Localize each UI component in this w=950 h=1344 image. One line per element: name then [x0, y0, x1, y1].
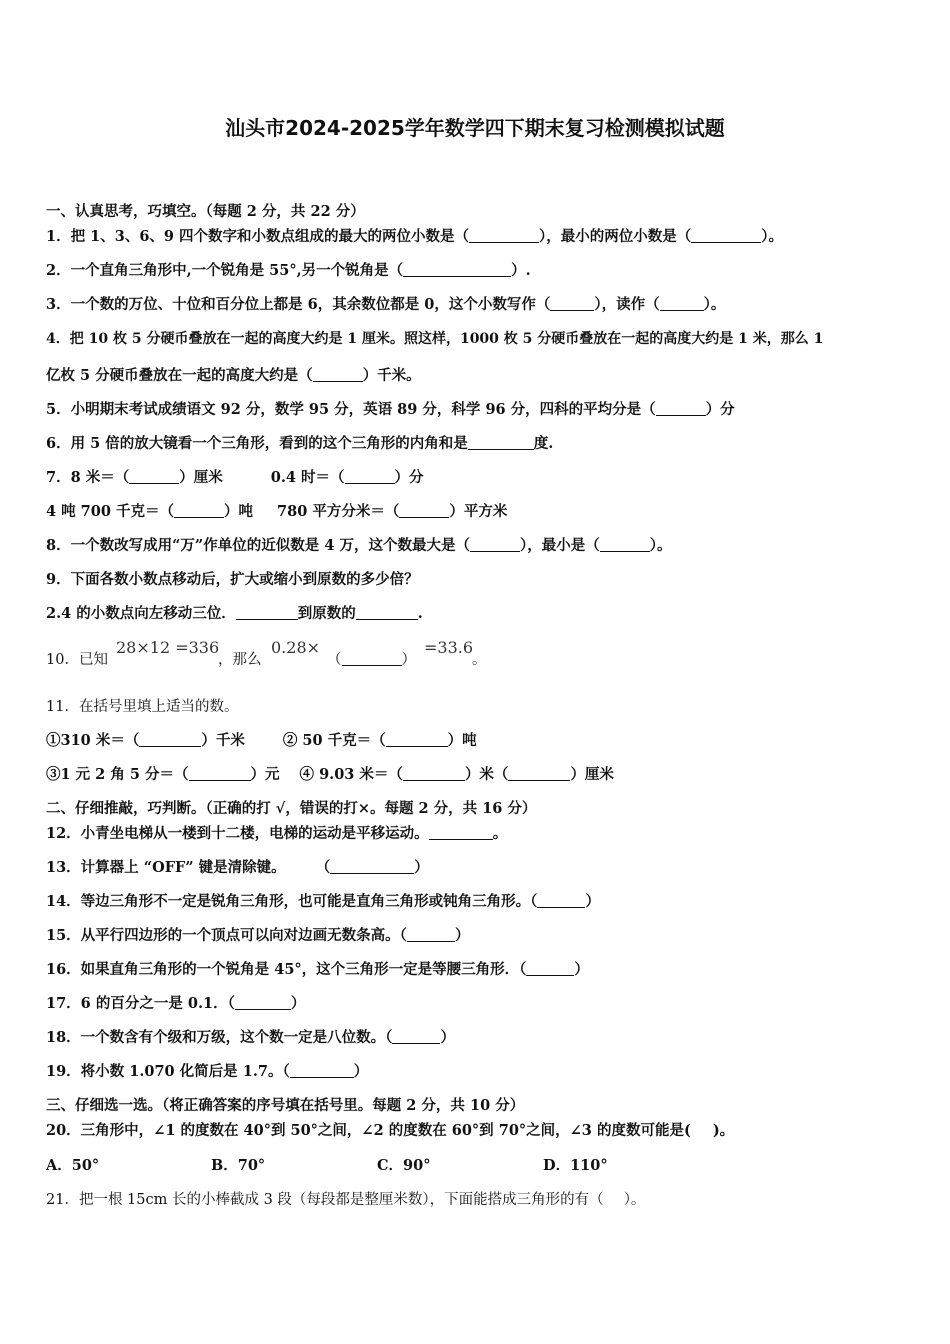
- answer-blank[interactable]: [386, 732, 448, 747]
- answer-blank[interactable]: [508, 766, 570, 781]
- answer-blank[interactable]: [403, 766, 465, 781]
- answer-blank[interactable]: [468, 435, 534, 450]
- question-1: 1．把 1、3、6、9 四个数字和小数点组成的最大的两位小数是（ ），最小的两位小数是（ ）。: [46, 228, 784, 245]
- question-2: 2．一个直角三角形中,一个锐角是 55°,另一个锐角是（ ）.: [46, 262, 531, 279]
- question-16: 16．如果直角三角形的一个锐角是 45°，这个三角形一定是等腰三角形．（ ）: [46, 961, 589, 978]
- option-c[interactable]: C．90°: [377, 1157, 431, 1174]
- question-7-part-2: 4 吨 700 千克＝（ ）吨 780 平方分米＝（ ）平方米: [46, 503, 508, 520]
- answer-blank[interactable]: [600, 537, 650, 552]
- option-a[interactable]: A．50°: [46, 1157, 100, 1174]
- answer-blank[interactable]: [129, 469, 179, 484]
- formula-given: 28×12 =336: [116, 638, 220, 657]
- question-14: 14．等边三角形不一定是锐角三角形，也可能是直角三角形或钝角三角形。（ ）: [46, 893, 600, 910]
- question-17: 17．6 的百分之一是 0.1．（ ）: [46, 995, 306, 1012]
- question-6: 6．用 5 倍的放大镜看一个三角形，看到的这个三角形的内角和是 度.: [46, 435, 554, 452]
- answer-blank[interactable]: [356, 605, 418, 620]
- question-13: 13．计算器上 “OFF” 键是清除键。 （ ）: [46, 859, 429, 876]
- question-9-part-2: 2.4 的小数点向左移动三位． 到原数的 .: [46, 605, 423, 622]
- answer-blank[interactable]: [660, 296, 704, 311]
- question-7: 7．8 米＝（ ）厘米 0.4 时＝（ ）分: [46, 469, 424, 486]
- question-15: 15．从平行四边形的一个顶点可以向对边画无数条高。（ ）: [46, 927, 470, 944]
- answer-blank[interactable]: [290, 1063, 354, 1078]
- answer-blank[interactable]: [537, 893, 585, 908]
- question-3: 3．一个数的万位、十位和百分位上都是 6，其余数位都是 0，这个小数写作（ ），读作（ ）。: [46, 296, 726, 313]
- answer-blank[interactable]: [313, 367, 363, 382]
- question-9: 9．下面各数小数点移动后，扩大或缩小到原数的多少倍？: [46, 571, 419, 588]
- formula-result: =33.6: [424, 638, 474, 657]
- answer-blank[interactable]: [235, 995, 291, 1010]
- answer-blank[interactable]: [392, 1029, 440, 1044]
- page-title: 汕头市2024-2025学年数学四下期末复习检测模拟试题: [225, 116, 725, 140]
- question-18: 18．一个数含有个级和万级，这个数一定是八位数。（ ）: [46, 1029, 455, 1046]
- answer-blank[interactable]: [550, 296, 594, 311]
- answer-blank[interactable]: [330, 859, 414, 874]
- answer-blank[interactable]: [656, 401, 706, 416]
- question-10-then: ，那么: [218, 652, 262, 668]
- question-5: 5．小明期末考试成绩语文 92 分，数学 95 分，英语 89 分，科学 96 分，四科的平均分是（ ）分: [46, 401, 735, 418]
- question-19: 19．将小数 1.070 化简后是 1.7。（ ）: [46, 1063, 369, 1080]
- option-d[interactable]: D．110°: [543, 1157, 608, 1174]
- question-10-blank: （ ）: [327, 652, 416, 668]
- answer-blank[interactable]: [526, 961, 574, 976]
- answer-blank[interactable]: [189, 766, 251, 781]
- question-21: 21．把一根 15cm 长的小棒截成 3 段（每段都是整厘米数），下面能搭成三角形的有（ ）。: [46, 1192, 646, 1208]
- answer-blank[interactable]: [403, 262, 511, 277]
- answer-blank[interactable]: [139, 732, 201, 747]
- question-20: 20．三角形中，∠1 的度数在 40°到 50°之间，∠2 的度数在 60°到 70°之间，∠3 的度数可能是( )。: [46, 1122, 735, 1139]
- section-1-heading: 一、认真思考，巧填空。（每题 2 分，共 22 分）: [46, 203, 365, 220]
- question-4-line-1: 4．把 10 枚 5 分硬币叠放在一起的高度大约是 1 厘米。照这样，1000 枚 5 分硬币叠放在一起的高度大约是 1 米，那么 1: [46, 331, 824, 347]
- question-11-part-3: ③1 元 2 角 5 分＝（ ）元 ④ 9.03 米＝（ ）米（ ）厘米: [46, 766, 614, 783]
- answer-blank[interactable]: [469, 228, 539, 243]
- formula-multiplicand: 0.28×: [271, 638, 321, 657]
- question-4-line-2: 亿枚 5 分硬币叠放在一起的高度大约是（ ）千米。: [46, 367, 421, 384]
- answer-blank[interactable]: [342, 651, 402, 666]
- answer-blank[interactable]: [236, 605, 298, 620]
- question-11-part-2: ①310 米＝（ ）千米 ② 50 千克＝（ ）吨: [46, 732, 477, 749]
- section-3-heading: 三、仔细选一选。（将正确答案的序号填在括号里。每题 2 分，共 10 分）: [46, 1097, 525, 1114]
- answer-blank[interactable]: [407, 927, 455, 942]
- answer-blank[interactable]: [470, 537, 520, 552]
- question-8: 8．一个数改写成用“万”作单位的近似数是 4 万，这个数最大是（ ），最小是（ ）。: [46, 537, 672, 554]
- answer-blank[interactable]: [174, 503, 224, 518]
- answer-blank[interactable]: [399, 503, 449, 518]
- answer-blank[interactable]: [429, 825, 493, 840]
- question-10-end: 。: [472, 652, 487, 668]
- section-2-heading: 二、仔细推敲，巧判断。（正确的打 √，错误的打×。每题 2 分，共 16 分）: [46, 800, 537, 817]
- option-b[interactable]: B．70°: [211, 1157, 266, 1174]
- answer-blank[interactable]: [691, 228, 761, 243]
- answer-blank[interactable]: [345, 469, 395, 484]
- question-11: 11．在括号里填上适当的数。: [46, 699, 239, 715]
- question-10: 10．已知: [46, 652, 108, 668]
- question-12: 12．小青坐电梯从一楼到十二楼，电梯的运动是平移运动。 。: [46, 825, 508, 842]
